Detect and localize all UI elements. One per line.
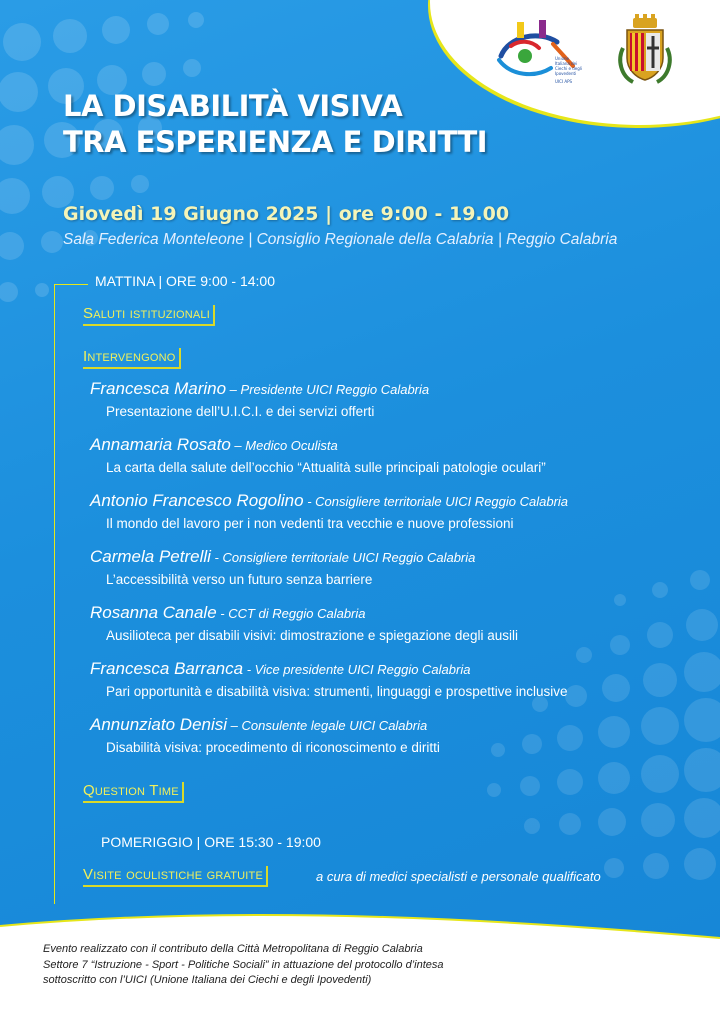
speaker-role: CCT di Reggio Calabria [228, 606, 366, 621]
speaker-name: Francesca Barranca [90, 659, 244, 678]
event-date-time: Giovedì 19 Giugno 2025 | ore 9:00 - 19.00 [63, 203, 510, 225]
speaker-name: Carmela Petrelli [90, 547, 211, 566]
speaker-separator: - [303, 494, 316, 509]
svg-text:Italiana dei: Italiana dei [555, 61, 578, 66]
speaker-item [90, 379, 700, 419]
speaker-role: Medico Oculista [245, 438, 338, 453]
footer-line-3: sottoscritto con l’UICI (Unione Italiana dei Ciechi e degli Ipovedenti) [43, 974, 372, 986]
speaker-name: Rosanna Canale [90, 603, 217, 622]
svg-text:Ipovedenti: Ipovedenti [555, 71, 577, 76]
speaker-role: Vice presidente UICI Reggio Calabria [254, 662, 471, 677]
timeline-line [54, 284, 55, 904]
visite-note: a cura di medici specialisti e personale qualificato [316, 869, 601, 884]
speaker-topic: Il mondo del lavoro per i non vedenti tra vecchie e nuove professioni [106, 516, 514, 531]
question-time-heading: Question Time [83, 782, 184, 803]
speaker-name: Annamaria Rosato [90, 435, 231, 454]
speaker-item [90, 603, 700, 643]
speaker-separator: - [243, 662, 255, 677]
speaker-separator: - [210, 550, 223, 565]
footer-line-1: Evento realizzato con il contributo della Città Metropolitana di Reggio Calabria [43, 943, 423, 955]
speaker-role: Presidente UICI Reggio Calabria [240, 382, 430, 397]
morning-session-label: MATTINA | ORE 9:00 - 14:00 [95, 273, 275, 289]
speaker-role: Consigliere territoriale UICI Reggio Calabria [222, 550, 476, 565]
intervengono-heading: Intervengono [83, 348, 181, 369]
speaker-topic: Pari opportunità e disabilità visiva: strumenti, linguaggi e prospettive inclusive [106, 684, 568, 699]
speaker-name: Francesca Marino [90, 379, 227, 398]
speaker-separator: – [226, 382, 241, 397]
speaker-separator: – [230, 438, 246, 453]
coat-of-arms-icon [615, 14, 675, 86]
speaker-topic: Disabilità visiva: procedimento di riconoscimento e diritti [106, 740, 440, 755]
visite-heading: Visite oculistiche gratuite [83, 866, 268, 887]
svg-text:Ciechi e degli: Ciechi e degli [555, 66, 582, 71]
saluti-heading: Saluti istituzionali [83, 305, 215, 326]
footer-line-2: Settore 7 “Istruzione - Sport - Politiche Sociali” in attuazione del protocollo d’intesa [43, 958, 444, 971]
timeline-tick [54, 284, 88, 285]
speaker-role: Consulente legale UICI Calabria [241, 718, 428, 733]
svg-text:Unione: Unione [555, 56, 570, 61]
speaker-topic: L’accessibilità verso un futuro senza barriere [106, 572, 373, 587]
title-line-1: LA DISABILITÀ VISIVA [63, 89, 403, 123]
event-venue: Sala Federica Monteleone | Consiglio Regionale della Calabria | Reggio Calabria [63, 231, 618, 248]
speaker-item [90, 435, 700, 475]
speaker-topic: Ausilioteca per disabili visivi: dimostrazione e spiegazione degli ausili [106, 628, 518, 643]
speaker-item [90, 491, 700, 531]
speaker-name: Annunziato Denisi [90, 715, 228, 734]
speaker-topic: Presentazione dell’U.I.C.I. e dei servizi offerti [106, 404, 375, 419]
speaker-topic: La carta della salute dell’occhio “Attualità sulle principali patologie oculari” [106, 460, 546, 475]
speaker-item [90, 659, 700, 699]
uici-logo [495, 16, 587, 90]
page-title [63, 88, 487, 160]
speaker-name: Antonio Francesco Rogolino [90, 491, 304, 510]
speaker-item [90, 547, 700, 587]
speaker-role: Consigliere territoriale UICI Reggio Calabria [315, 494, 569, 509]
speaker-item [90, 715, 700, 755]
speaker-separator: – [227, 718, 242, 733]
title-line-2: TRA ESPERIENZA E DIRITTI [63, 125, 488, 159]
afternoon-session-label: POMERIGGIO | ORE 15:30 - 19:00 [101, 834, 321, 850]
footer-credits [43, 942, 444, 989]
speaker-separator: - [216, 606, 229, 621]
footer [0, 912, 720, 1014]
svg-text:UICI APS: UICI APS [555, 79, 573, 84]
